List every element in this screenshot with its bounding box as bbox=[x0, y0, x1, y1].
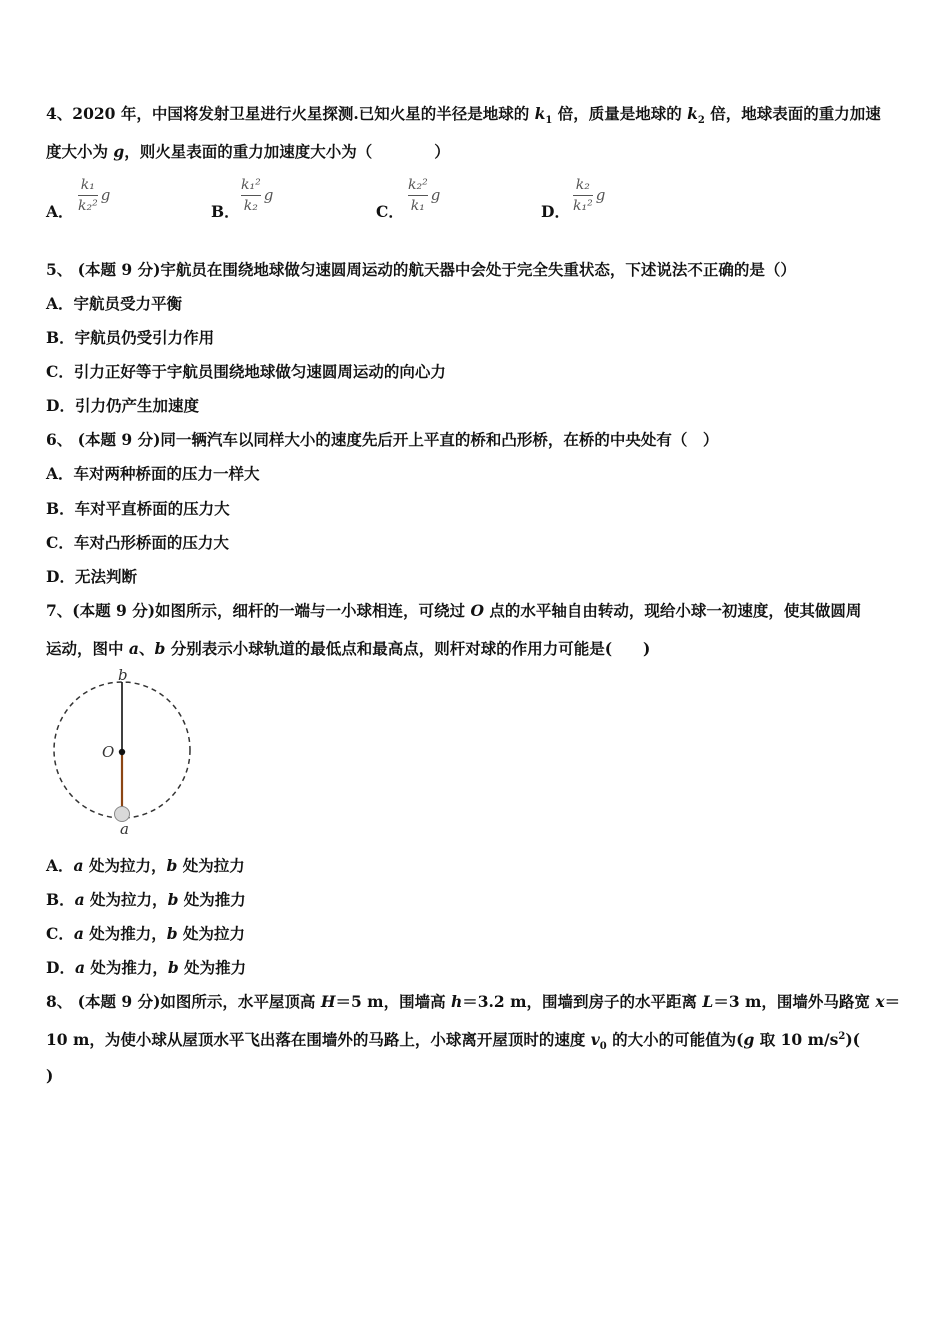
q6-option-b: B．车对平直桥面的压力大 bbox=[46, 499, 230, 518]
q7-option-c: C．a 处为推力，b 处为拉力 bbox=[46, 924, 246, 943]
fraction: k₂² k₁ g bbox=[408, 177, 441, 214]
q4-line2: 度大小为 g，则火星表面的重力加速度大小为（ ） bbox=[46, 142, 450, 161]
q7-line1: 7、(本题 9 分)如图所示，细杆的一端与一小球相连，可绕过 O 点的水平轴自由转动，现给小球一初速度，使其做圆周 bbox=[46, 601, 862, 620]
q5-option-d: D．引力仍产生加速度 bbox=[46, 396, 199, 415]
fraction: k₁ k₂² g bbox=[78, 177, 111, 214]
q7-option-d: D．a 处为推力，b 处为推力 bbox=[46, 958, 247, 977]
q8-line3: ) bbox=[46, 1066, 54, 1085]
rod-circle-figure bbox=[50, 668, 200, 842]
q7-option-a: A．a 处为拉力，b 处为拉力 bbox=[46, 856, 245, 875]
q7-option-b: B．a 处为拉力，b 处为推力 bbox=[46, 890, 246, 909]
q4-line1: 4、2020 年，中国将发射卫星进行火星探测.已知火星的半径是地球的 $k_1$ 倍，质量是地球的 $k_2$ 倍，地球表面的重力加速 bbox=[46, 104, 881, 127]
q5-option-a: A．宇航员受力平衡 bbox=[46, 294, 183, 313]
q6-stem: 6、 (本题 9 分)同一辆汽车以同样大小的速度先后开上平直的桥和凸形桥，在桥的中央处有（ ） bbox=[46, 430, 719, 449]
q6-option-a: A．车对两种桥面的压力一样大 bbox=[46, 464, 260, 483]
fraction: k₂ k₁² g bbox=[573, 177, 606, 214]
label-o: O bbox=[102, 743, 115, 761]
circle-diagram bbox=[50, 668, 200, 838]
fraction: k₁² k₂ g bbox=[241, 177, 274, 214]
pivot-point bbox=[119, 749, 125, 755]
q7-line2: 运动，图中 a、b 分别表示小球轨道的最低点和最高点，则杆对球的作用力可能是( ) bbox=[46, 639, 651, 658]
q5-option-b: B．宇航员仍受引力作用 bbox=[46, 328, 215, 347]
q8-line2: 10 m，为使小球从屋顶水平飞出落在围墙外的马路上，小球离开屋顶时的速度 $v_0$ 的大小的可能值为(g 取 10 $m/s^2$)( bbox=[46, 1030, 861, 1053]
label-a: a bbox=[120, 820, 129, 838]
q8-line1: 8、 (本题 9 分)如图所示，水平屋顶高 H＝5 m，围墙高 h＝3.2 m，围墙到房子的水平距离 L＝3 m，围墙外马路宽 x＝ bbox=[46, 992, 901, 1011]
q6-option-c: C．车对凸形桥面的压力大 bbox=[46, 533, 229, 552]
q5-option-c: C．引力正好等于宇航员围绕地球做匀速圆周运动的向心力 bbox=[46, 362, 446, 381]
label-b: b bbox=[118, 668, 128, 684]
q6-option-d: D．无法判断 bbox=[46, 567, 137, 586]
q5-stem: 5、 (本题 9 分)宇航员在围绕地球做匀速圆周运动的航天器中会处于完全失重状态，下述说法不正确的是（） bbox=[46, 260, 796, 279]
